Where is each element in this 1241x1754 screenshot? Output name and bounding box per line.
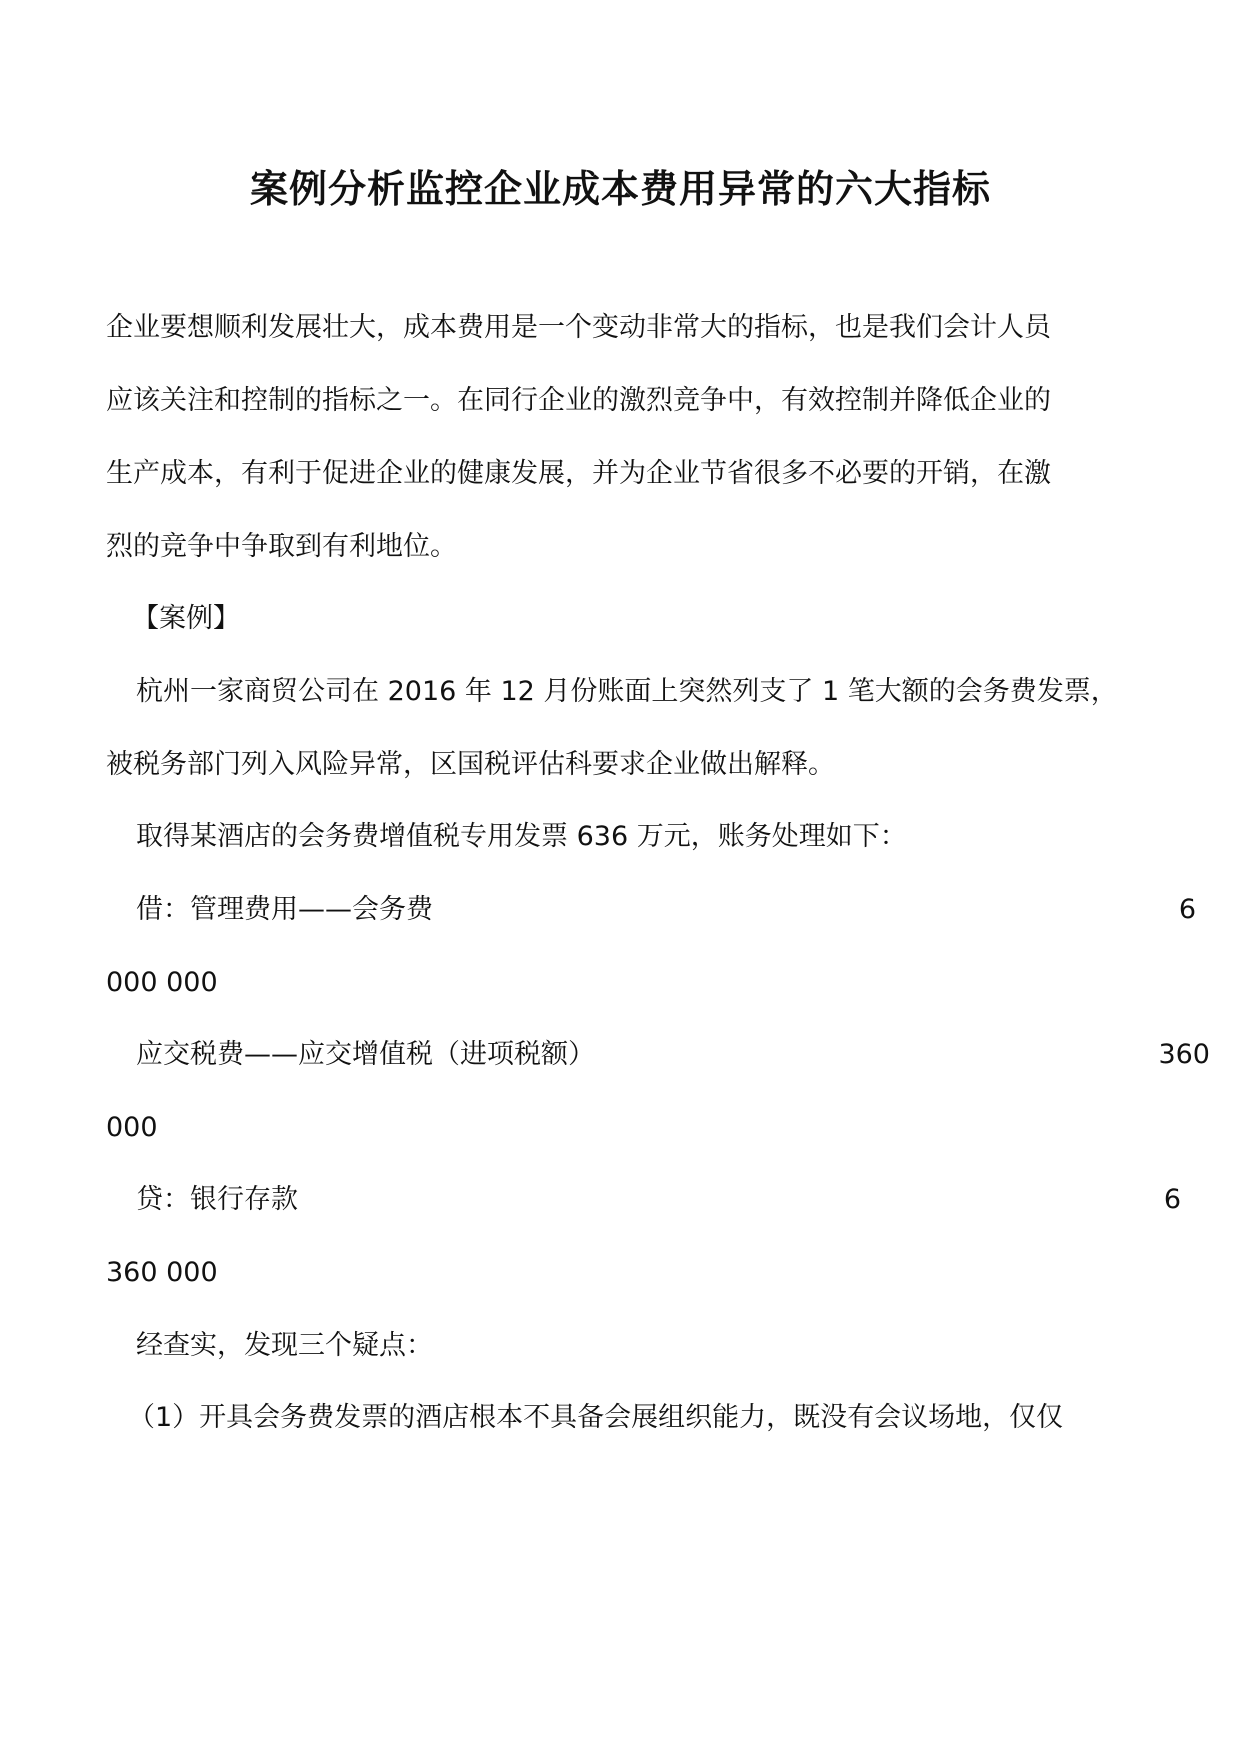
intro-line-4: 烈的竞争中争取到有利地位。: [106, 531, 457, 562]
page-title: 案例分析监控企业成本费用异常的六大指标: [249, 166, 991, 211]
findings-intro: 经查实，发现三个疑点：: [136, 1330, 433, 1361]
entry-debit-label: 借：管理费用——会务费: [136, 894, 433, 925]
entry-credit-amount-head: 6: [1163, 1184, 1181, 1215]
intro-line-3: 生产成本，有利于促进企业的健康发展，并为企业节省很多不必要的开销，在激: [106, 458, 1051, 489]
entry-debit-amount-head: 6: [1178, 894, 1196, 925]
case-text-line-2: 被税务部门列入风险异常，区国税评估科要求企业做出解释。: [106, 749, 835, 780]
entry-credit-amount-tail: 360 000: [106, 1257, 218, 1288]
invoice-line: 取得某酒店的会务费增值税专用发票 636 万元，账务处理如下：: [136, 821, 907, 852]
intro-line-1: 企业要想顺利发展壮大，成本费用是一个变动非常大的指标，也是我们会计人员: [106, 312, 1051, 343]
entry-tax-amount-tail: 000: [106, 1112, 158, 1143]
entry-debit-amount-tail: 000 000: [106, 967, 218, 998]
case-heading: 【案例】: [132, 603, 240, 634]
finding-1: （1）开具会务费发票的酒店根本不具备会展组织能力，既没有会议场地，仅仅: [128, 1402, 1064, 1433]
intro-line-2: 应该关注和控制的指标之一。在同行企业的激烈竞争中，有效控制并降低企业的: [106, 385, 1051, 416]
entry-credit-label: 贷：银行存款: [136, 1184, 298, 1215]
entry-tax-label: 应交税费——应交增值税（进项税额）: [136, 1039, 595, 1070]
entry-tax-amount-head: 360: [1158, 1039, 1210, 1070]
case-text-line-1: 杭州一家商贸公司在 2016 年 12 月份账面上突然列支了 1 笔大额的会务费发票，: [136, 676, 1118, 707]
